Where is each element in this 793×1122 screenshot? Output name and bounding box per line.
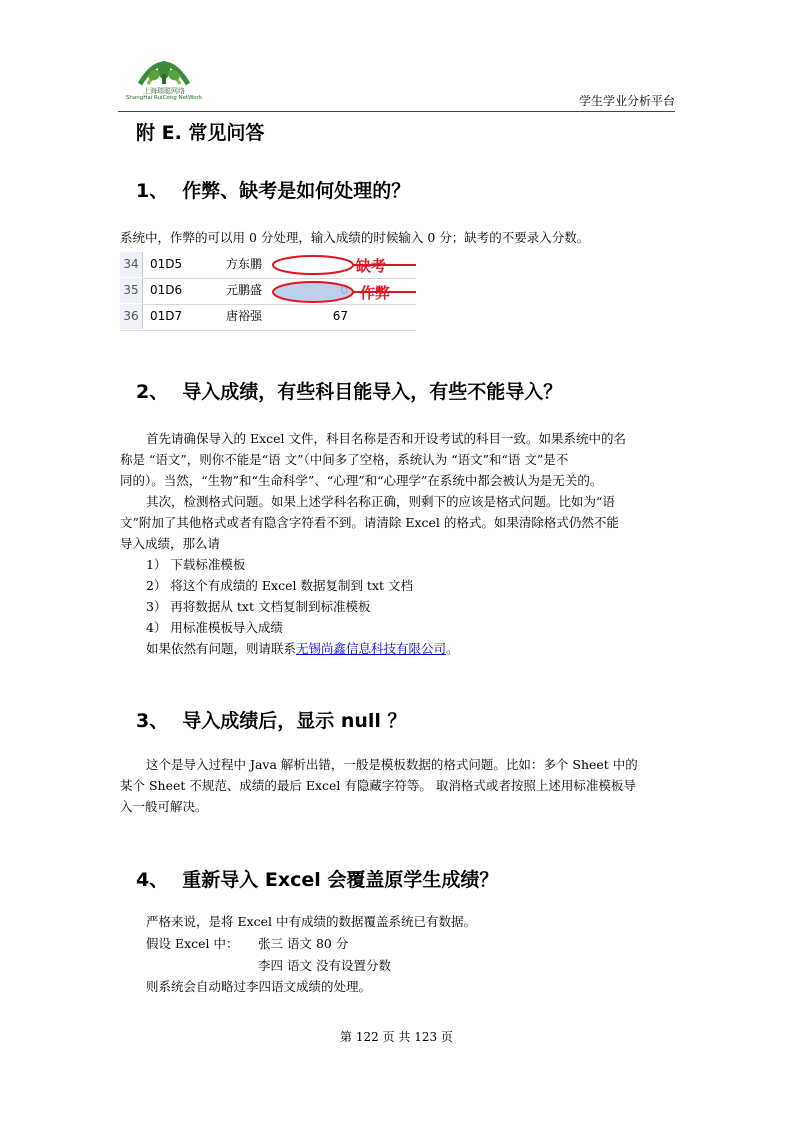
row-number: 36 <box>120 304 143 329</box>
absent-label: 缺考 <box>356 257 387 275</box>
list-item: 1） 下载标准模板 <box>146 557 246 572</box>
q3-line-3: 入一般可解决。 <box>120 799 208 814</box>
cheat-highlight-ellipse <box>273 282 353 302</box>
logo-text-en: ShangHai RuiCong NetWork <box>125 95 203 101</box>
logo-emblem-icon <box>118 48 210 88</box>
question-number: 2、 <box>136 381 169 403</box>
header-divider <box>118 111 675 112</box>
logo-text-cn: 上海瑞聪网络 <box>143 87 185 95</box>
company-link[interactable]: 无锡尚鑫信息科技有限公司 <box>296 641 447 656</box>
question-title: 重新导入 Excel 会覆盖原学生成绩？ <box>182 869 499 891</box>
student-name: 方东鹏 <box>226 257 263 271</box>
q4-example-1: 张三 语文 80 分 <box>258 936 349 951</box>
q4-line-4: 则系统会自动略过李四语文成绩的处理。 <box>146 979 372 994</box>
list-item: 3） 再将数据从 txt 文档复制到标准模板 <box>146 599 371 614</box>
student-id: 01D7 <box>150 309 183 323</box>
contact-prefix: 如果依然有问题，则请联系 <box>146 641 297 656</box>
student-name: 元鹏盛 <box>226 283 263 297</box>
company-logo <box>118 48 210 106</box>
q2-paragraph-2-line-3: 导入成绩，那么请 <box>120 536 221 551</box>
cheat-label: 作弊 <box>360 284 391 302</box>
question-title: 导入成绩后，显示 null ？ <box>182 710 407 732</box>
question-4-heading <box>136 865 498 892</box>
q1-body: 系统中，作弊的可以用 0 分处理，输入成绩的时候输入 0 分；缺考的不要录入分数。 <box>120 230 590 245</box>
list-item: 2） 将这个有成绩的 Excel 数据复制到 txt 文档 <box>146 578 413 593</box>
row-number: 34 <box>120 252 143 277</box>
student-id: 01D5 <box>150 257 183 271</box>
q2-contact-line <box>146 639 459 659</box>
q2-paragraph-2-line-2: 文”附加了其他格式或者有隐含字符看不到。请清除 Excel 的格式。如果清除格式仍然不能 <box>120 515 619 530</box>
appendix-title: 附 E. 常见问答 <box>136 122 265 144</box>
question-title: 导入成绩，有些科目能导入，有些不能导入？ <box>182 381 563 403</box>
row-number: 35 <box>120 278 143 303</box>
question-number: 1、 <box>136 180 169 202</box>
score-sheet-screenshot <box>120 252 416 330</box>
q4-line-1: 严格来说，是将 Excel 中有成绩的数据覆盖系统已有数据。 <box>146 914 477 929</box>
q4-line-2-label: 假设 Excel 中： <box>146 936 239 951</box>
q2-paragraph-1-line-3: 同的）。当然，“生物”和“生命科学”、“心理”和“心理学”在系统中都会被认为是无关的。 <box>120 473 603 488</box>
student-score: 67 <box>332 309 348 323</box>
platform-name: 学生学业分析平台 <box>578 94 675 108</box>
q3-line-2: 某个 Sheet 不规范、成绩的最后 Excel 有隐藏字符等。 取消格式或者按照上述用标准模板导 <box>120 778 636 793</box>
page-footer: 第 122 页 共 123 页 <box>340 1030 453 1044</box>
q2-paragraph-1-line-2: 称是 “语文”，则你不能是“语 文”（中间多了空格，系统认为 “语文”和“语 文”是不 <box>120 452 569 467</box>
q2-paragraph-2-line-1: 其次，检测格式问题。如果上述学科名称正确，则剩下的应该是格式问题。比如为“语 <box>146 494 615 509</box>
q3-line-1: 这个是导入过程中 Java 解析出错，一般是模板数据的格式问题。比如：多个 Sheet 中的 <box>146 757 638 772</box>
question-number: 3、 <box>136 710 169 732</box>
question-2-heading <box>136 377 562 404</box>
q2-paragraph-1-line-1: 首先请确保导入的 Excel 文件，科目名称是否和开设考试的科目一致。如果系统中的名 <box>146 431 627 446</box>
question-3-heading <box>136 706 407 733</box>
absent-highlight-ellipse <box>273 256 353 274</box>
contact-suffix: 。 <box>446 641 459 656</box>
list-item: 4） 用标准模板导入成绩 <box>146 620 283 635</box>
question-1-heading <box>136 176 410 203</box>
student-name: 唐裕强 <box>226 309 263 323</box>
question-number: 4、 <box>136 869 169 891</box>
student-id: 01D6 <box>150 283 183 297</box>
q4-example-2: 李四 语文 没有设置分数 <box>258 958 391 973</box>
question-title: 作弊、缺考是如何处理的？ <box>182 180 411 202</box>
